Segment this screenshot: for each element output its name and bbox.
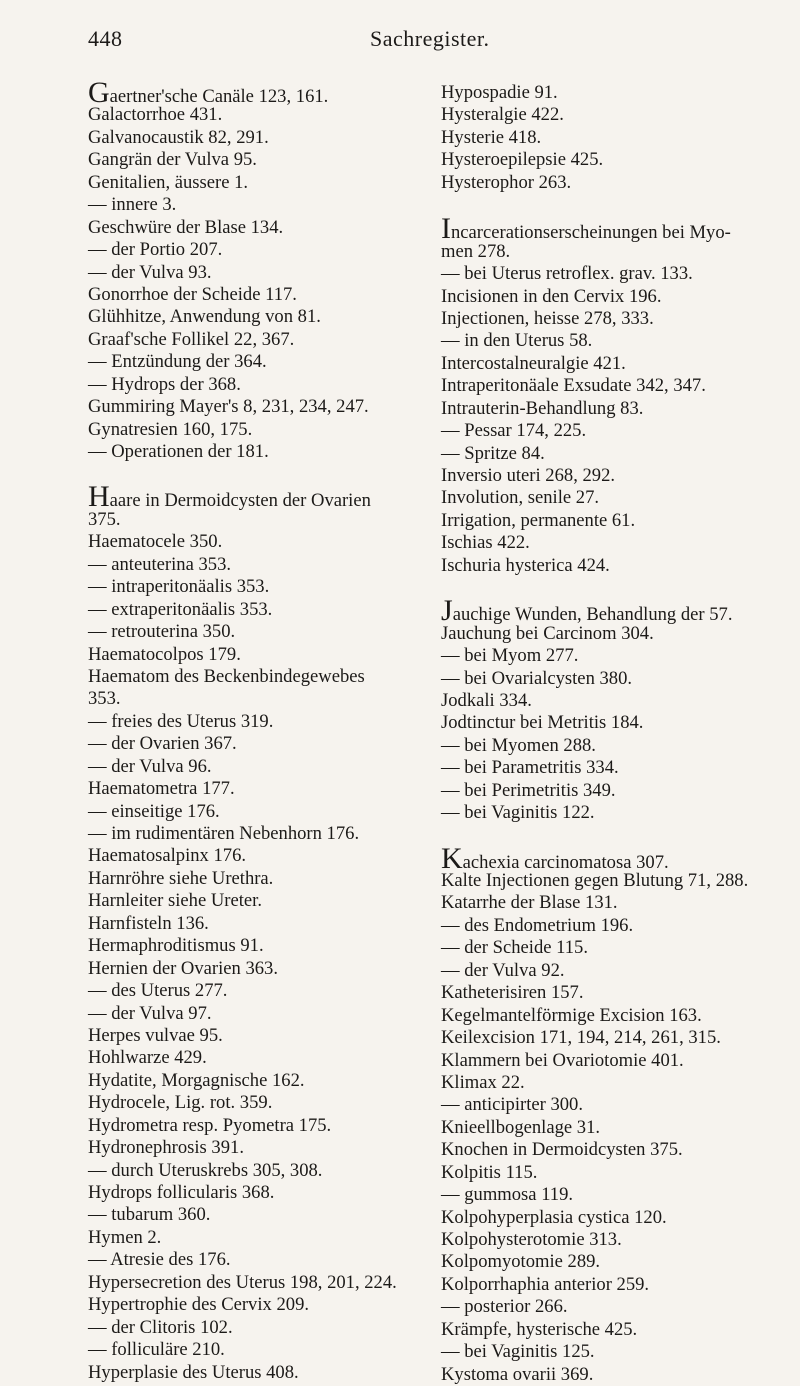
- index-entry: Haematocele 350.: [88, 531, 223, 553]
- index-entry: Kolpomyotomie 289.: [441, 1251, 601, 1273]
- index-entry: Hymen 2.: [88, 1226, 162, 1248]
- index-entry: — des Uterus 277.: [88, 980, 228, 1002]
- index-entry: — anteuterina 353.: [88, 553, 232, 575]
- index-entry: — der Vulva 93.: [88, 261, 212, 283]
- page-number: 448: [88, 26, 123, 51]
- index-entry: Hysteroepilepsie 425.: [441, 149, 604, 171]
- index-entry: Knieellbogenlage 31.: [441, 1116, 601, 1138]
- index-entry: Kolpitis 115.: [441, 1161, 538, 1183]
- index-entry: men 278.: [441, 240, 511, 262]
- index-column-left: [88, 76, 397, 1384]
- index-entry: — intraperitonäalis 353.: [88, 576, 270, 598]
- index-entry: Harnleiter siehe Ureter.: [88, 890, 262, 912]
- index-entry: Injectionen, heisse 278, 333.: [441, 307, 654, 329]
- index-entry: Inversio uteri 268, 292.: [441, 465, 616, 486]
- index-entry: Kolpohyperplasia cystica 120.: [441, 1206, 667, 1228]
- index-entry: Harnfisteln 136.: [88, 912, 209, 934]
- index-entry: — bei Vaginitis 125.: [441, 1341, 595, 1363]
- index-entry: — bei Vaginitis 122.: [441, 802, 595, 824]
- running-head: Sachregister.: [370, 26, 490, 51]
- index-entry: Klimax 22.: [441, 1071, 525, 1093]
- index-entry: — im rudimentären Nebenhorn 176.: [88, 823, 360, 844]
- index-entry: — Atresie des 176.: [88, 1249, 231, 1271]
- index-entry: Hysterophor 263.: [441, 171, 572, 193]
- letter-group-gap: [441, 825, 771, 848]
- index-entry: Kalte Injectionen gegen Blutung 71, 288.: [441, 870, 749, 891]
- index-entry: Haematometra 177.: [88, 778, 235, 800]
- index-entry: Intrauterin-Behandlung 83.: [441, 397, 644, 419]
- index-entry: Hysteralgie 422.: [441, 104, 564, 126]
- index-entry: Incisionen in den Cervix 196.: [441, 285, 662, 307]
- index-entry: — bei Ovarialcysten 380.: [441, 667, 633, 689]
- index-entry: Herpes vulvae 95.: [88, 1024, 223, 1046]
- index-entry: — Hydrops der 368.: [88, 373, 241, 395]
- index-entry: Kegelmantelförmige Excision 163.: [441, 1004, 702, 1026]
- index-entry: — bei Myomen 288.: [441, 734, 596, 756]
- index-entry: Gaertner'sche Canäle 123, 161.: [88, 76, 329, 109]
- index-entry: — freies des Uterus 319.: [88, 710, 274, 732]
- index-entry: Haare in Dermoidcysten der Ovarien: [88, 480, 371, 514]
- index-entry: Galvanocaustik 82, 291.: [88, 126, 269, 148]
- index-entry: — retrouterina 350.: [88, 621, 236, 643]
- index-entry: — der Ovarien 367.: [88, 733, 237, 755]
- index-entry: Hypertrophie des Cervix 209.: [88, 1294, 310, 1316]
- index-entry: Irrigation, permanente 61.: [441, 509, 636, 531]
- index-entry: Hypospadie 91.: [441, 82, 558, 103]
- index-entry: — posterior 266.: [441, 1296, 568, 1318]
- index-entry: Intraperitonäale Exsudate 342, 347.: [441, 375, 706, 397]
- index-entry: — bei Uterus retroflex. grav. 133.: [441, 263, 693, 285]
- index-entry: — bei Perimetritis 349.: [441, 779, 616, 801]
- index-entry: Gonorrhoe der Scheide 117.: [88, 283, 297, 305]
- index-column-right: [441, 82, 771, 1386]
- index-entry: Ischias 422.: [441, 532, 530, 554]
- index-entry: Haematocolpos 179.: [88, 643, 241, 665]
- index-entry: Katarrhe der Blase 131.: [441, 892, 618, 914]
- index-entry: — der Clitoris 102.: [88, 1316, 233, 1338]
- index-entry: Jauchige Wunden, Behandlung der 57.: [441, 594, 733, 628]
- index-entry: Incarcerationserscheinungen bei Myo-: [441, 212, 731, 246]
- index-entry: Hyperplasie des Uterus 408.: [88, 1361, 299, 1383]
- index-entry: — bei Myom 277.: [441, 645, 579, 667]
- index-entry: Katheterisiren 157.: [441, 982, 584, 1004]
- index-entry: Krämpfe, hysterische 425.: [441, 1318, 638, 1340]
- index-entry: Geschwüre der Blase 134.: [88, 216, 284, 238]
- index-entry: Harnröhre siehe Urethra.: [88, 867, 274, 889]
- index-entry: Hermaphroditismus 91.: [88, 935, 264, 957]
- index-entry: Gummiring Mayer's 8, 231, 234, 247.: [88, 396, 369, 418]
- index-entry: — der Portio 207.: [88, 239, 223, 261]
- index-entry: — innere 3.: [88, 194, 177, 216]
- index-entry: Involution, senile 27.: [441, 487, 600, 509]
- index-entry: Gangrän der Vulva 95.: [88, 149, 257, 171]
- letter-group-gap: [441, 194, 771, 218]
- index-entry: Galactorrhoe 431.: [88, 104, 223, 126]
- index-entry: Hysterie 418.: [441, 126, 542, 148]
- index-entry: — anticipirter 300.: [441, 1094, 583, 1116]
- index-entry: Keilexcision 171, 194, 214, 261, 315.: [441, 1027, 721, 1049]
- letter-group-gap: [88, 463, 388, 486]
- index-entry: — der Scheide 115.: [441, 937, 588, 959]
- index-entry: — der Vulva 96.: [88, 755, 212, 777]
- index-entry: Gynatresien 160, 175.: [88, 418, 253, 440]
- index-entry: 375.: [88, 508, 121, 530]
- index-entry: Hydronephrosis 391.: [88, 1137, 244, 1159]
- index-entry: Klammern bei Ovariotomie 401.: [441, 1049, 684, 1071]
- index-entry: — gummosa 119.: [441, 1184, 574, 1206]
- index-entry: — des Endometrium 196.: [441, 914, 634, 936]
- index-entry: Hydatite, Morgagnische 162.: [88, 1069, 305, 1091]
- index-entry: — der Vulva 92.: [441, 959, 565, 981]
- index-entry: — in den Uterus 58.: [441, 330, 593, 352]
- index-entry: Jodkali 334.: [441, 689, 532, 711]
- index-entry: Ischuria hysterica 424.: [441, 554, 610, 576]
- index-entry: Hernien der Ovarien 363.: [88, 957, 278, 979]
- index-entry: Kachexia carcinomatosa 307.: [441, 841, 669, 875]
- index-entry: — extraperitonäalis 353.: [88, 598, 273, 620]
- index-entry: — der Vulva 97.: [88, 1002, 212, 1024]
- index-entry: Intercostalneuralgie 421.: [441, 352, 626, 374]
- index-entry: Kolpohysterotomie 313.: [441, 1229, 622, 1250]
- index-entry: Jauchung bei Carcinom 304.: [441, 622, 654, 644]
- index-entry: Hypersecretion des Uterus 198, 201, 224.: [88, 1271, 397, 1293]
- index-entry: — bei Parametritis 334.: [441, 757, 619, 779]
- index-entry: — tubarum 360.: [88, 1204, 211, 1226]
- index-entry: Graaf'sche Follikel 22, 367.: [88, 328, 295, 350]
- index-entry: Knochen in Dermoidcysten 375.: [441, 1139, 683, 1161]
- index-entry: Kolporrhaphia anterior 259.: [441, 1273, 650, 1295]
- index-entry: Haematom des Beckenbindegewebes: [88, 665, 365, 687]
- index-entry: Jodtinctur bei Metritis 184.: [441, 712, 644, 734]
- letter-group-gap: [441, 577, 771, 600]
- index-entry: — Operationen der 181.: [88, 441, 269, 462]
- index-entry: Hydrops follicularis 368.: [88, 1182, 275, 1203]
- index-entry: Hohlwarze 429.: [88, 1047, 207, 1069]
- index-entry: Hydrocele, Lig. rot. 359.: [88, 1092, 273, 1114]
- index-entry: — folliculäre 210.: [88, 1339, 225, 1361]
- index-entry: Haematosalpinx 176.: [88, 845, 247, 867]
- index-entry: — durch Uteruskrebs 305, 308.: [88, 1159, 323, 1181]
- index-entry: — Entzündung der 364.: [88, 351, 267, 373]
- index-entry: 353.: [88, 688, 121, 710]
- index-entry: Kystoma ovarii 369.: [441, 1363, 594, 1385]
- index-entry: Genitalien, äussere 1.: [88, 171, 249, 193]
- index-entry: Glühhitze, Anwendung von 81.: [88, 306, 321, 328]
- page-header: [0, 26, 800, 56]
- index-entry: — Pessar 174, 225.: [441, 420, 587, 442]
- index-entry: — Spritze 84.: [441, 442, 545, 464]
- index-entry: Hydrometra resp. Pyometra 175.: [88, 1114, 332, 1136]
- index-entry: — einseitige 176.: [88, 800, 220, 822]
